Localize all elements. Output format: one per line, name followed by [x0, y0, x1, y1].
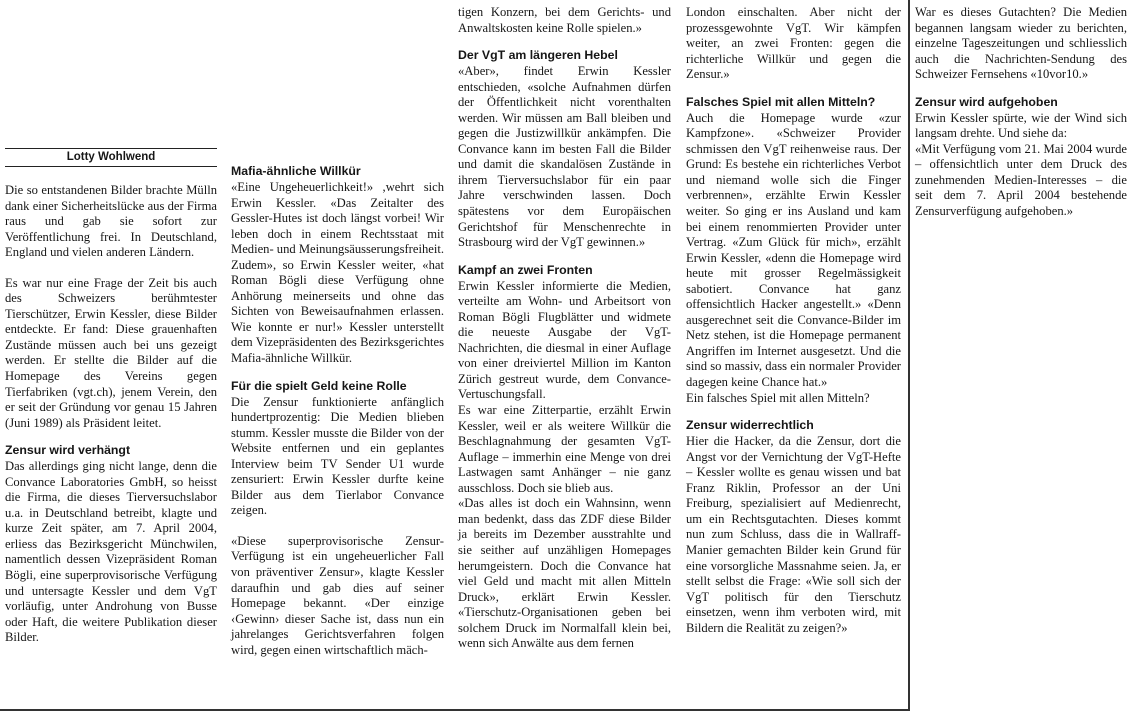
right-frame-rule	[908, 0, 910, 710]
article-column-5	[915, 5, 1127, 220]
section-heading: Mafia-ähnliche Willkür	[231, 164, 361, 178]
column-body	[5, 183, 217, 646]
paragraph: Erwin Kessler informierte die Medien, verteilte am Wohn- und Arbeitsort von Roman Bögli Flugblätter und widmete die neueste Ausgabe der VgT-Nachrichten, die diesmal in einer Auflage von einer dreiviertel Million im Kanton Zürich gestreut wurde, dem Convance-Vertuschungsfall.	[458, 278, 671, 402]
article-column-1	[5, 148, 217, 646]
section-heading: Falsches Spiel mit allen Mitteln?	[686, 94, 876, 109]
section-heading: Zensur wird aufgehoben	[915, 94, 1058, 109]
author-bottom-rule	[5, 166, 217, 167]
article-column-4	[686, 5, 901, 636]
paragraph: Die Zensur funktionierte anfänglich hundertprozentig: Die Medien blieben stumm. Kessler musste die Bilder von der Website entfernen und ein geplantes Interview beim TV Sender U1 wurde zensuriert: Erwin Kessler durfte keine Bilder aus dem Tierlabor Convance zeigen.	[231, 394, 444, 518]
paragraph: «Eine Ungeheuerlichkeit!» ,wehrt sich Erwin Kessler. «Das Zeitalter des Gessler-Hutes ist doch längst vorbei! Wir leben doch in einem Rechtsstaat mit Medien- und Meinungsäusserungsfreiheit. Zudem», so Erwin Kessler weiter, «hat Roman Bögli diese Verfügung ohne Anhörung meinerseits und ohne das Sichten von Beweisaufnahmen erlassen. Wie konnte er nur!» Kessler unterstellt dem Vizepräsidenten des Bezirksgerichtes Mafia-ähnliche Willkür.	[231, 180, 444, 366]
article-column-3	[458, 5, 671, 652]
paragraph: Das allerdings ging nicht lange, denn die Convance Laboratories GmbH, so heisst die Firma, die dieses Tierversuchslabor u.a. in Deutschland betreibt, klagte und kurze Zeit später, am 7. April 2004, erliess das Bezirksgericht Münchwilen, namentlich dessen Vizepräsident Roman Bögli, eine superprovisorische Verfügung und untersagte Kessler und dem VgT vorläufig, unter Androhung von Busse oder Haft, die weitere Publikation dieser Bilder.	[5, 459, 217, 645]
paragraph: London einschalten. Aber nicht der prozessgewohnte VgT. Wir kämpfen weiter, an zwei Fronten: gegen die richterliche Willkür und gegen die Zensur.»	[686, 5, 901, 82]
column-body	[231, 164, 444, 658]
paragraph: Es war eine Zitterpartie, erzählt Erwin Kessler, weil er als weitere Willkür die Beschlagnahmung der gesamten VgT-Auflage – immerhin eine Menge von drei Lastwagen samt Anhänger – nie ganz ausschloss. Doch sie blieb aus.	[458, 403, 671, 495]
section-heading: Der VgT am längeren Hebel	[458, 48, 618, 63]
section-heading: Kampf an zwei Fronten	[458, 262, 593, 277]
bottom-frame-rule	[0, 709, 910, 711]
paragraph: «Diese superprovisorische Zensur-Verfügung ist ein ungeheuerlicher Fall von präventiver Zensur», klagte Kessler daraufhin und gab dies auf seiner Homepage bekannt. «Der einzige ‹Gewinn› dieser Sache ist, dass nun ein jahrelanges Gerichtsverfahren folgen wird, gegen einen wirtschaftlich mäch-	[231, 533, 444, 657]
paragraph-spacer	[231, 519, 444, 534]
paragraph: War es dieses Gutachten? Die Medien begannen langsam wieder zu berichten, einzelne Tageszeitungen und schliesslich auch die Nachrichten-Sendung des Schweizer Fernsehens «10vor10.»	[915, 5, 1127, 82]
paragraph: «Das alles ist doch ein Wahnsinn, wenn man bedenkt, dass das ZDF diese Bilder ja bereits im Dezember ausstrahlte und sie seither auf unzähligen Homepages herumgeistern. Doch die Convance hat viel Geld und macht mit allen Mitteln Druck», erklärt Erwin Kessler. «Tierschutz-Organisationen geben bei solchem Druck im Normalfall klein bei, wenn sich Anwälte aus dem fernen	[458, 496, 671, 651]
column-body	[915, 5, 1127, 220]
paragraph: Es war nur eine Frage der Zeit bis auch des Schweizers berühmtester Tierschützer, Erwin Kessler, diese Bilder entdeckte. Er fand: Diese grauenhaften Zustände müssen auch bei uns gezeigt werden. Er stellte die Bilder auf die Homepage des Vereins gegen Tierfabriken (vgt.ch), jenem Verein, den er seit der Gründung vor genau 15 Jahren (Juni 1989) als Präsident leitet.	[5, 275, 217, 430]
paragraph-spacer	[5, 261, 217, 276]
paragraph: Auch die Homepage wurde «zur Kampfzone». «Schweizer Provider schmissen den VgT reihenweise raus. Der Grund: Es bestehe ein richterliches Verbot und niemand wolle sich die Finger verbrennen», erzählte Erwin Kessler weiter. So ging er ins Ausland und kam bei einem renommierten Provider unter Vertrag. «Zum Glück für mich», erzählt Erwin Kessler, «denn die Homepage wird heute mit grosser Regelmässigkeit sabotiert. Convance hat ganz offensichtlich Hacker angestellt.» «Denn ausgerechnet seit die Convance-Bilder im Netz stehen, ist die Homepage permanent Angriffen im Internet ausgesetzt. Und die sind so massiv, dass ein normaler Provider dagegen keine Chance hat.»	[686, 110, 901, 390]
column-body	[458, 5, 671, 652]
paragraph: Hier die Hacker, da die Zensur, dort die Angst vor der Vernichtung der VgT-Hefte – Kessler wollte es genau wissen und bat Franz Riklin, Professor an der Uni Freiburg, spezialisiert auf Medienrecht, um ein Rechtsgutachten. Dieses kommt nun zum Schluss, dass die in Wallraff-Manier gemachten Bilder kein Grund für eine vorsorgliche Massnahme seien. Ja, er stellt selbst die Frage: «Wie soll sich der VgT politisch für den Tierschutz einsetzen, wenn ihm verboten wird, mit Bildern die Realität zu zeigen?»	[686, 434, 901, 635]
column-body	[686, 5, 901, 636]
section-heading: Zensur widerrechtlich	[686, 418, 814, 433]
author-byline: Lotty Wohlwend	[66, 151, 156, 163]
paragraph: Ein falsches Spiel mit allen Mitteln?	[686, 390, 870, 405]
paragraph: tigen Konzern, bei dem Gerichts- und Anwaltskosten keine Rolle spielen.»	[458, 5, 671, 35]
section-heading: Zensur wird verhängt	[5, 443, 131, 458]
paragraph: «Aber», findet Erwin Kessler entschieden, «solche Aufnahmen dürfen der Öffentlichkeit nicht vorenthalten werden. Wir müssen am Ball bleiben und gegen die Justizwillkür ankämpfen. Die Convance kann im besten Fall die Bilder und damit die skandalösen Zustände in ihrem Tierversuchslabor für ein paar Jahre verschwinden lassen. Doch spätestens vor dem Europäischen Gerichtshof für Menschenrechte in Strasbourg wird der VgT gewinnen.»	[458, 64, 671, 250]
section-heading: Für die spielt Geld keine Rolle	[231, 378, 407, 393]
paragraph: Erwin Kessler spürte, wie der Wind sich langsam drehte. Und siehe da:	[915, 110, 1127, 141]
article-column-2	[231, 152, 444, 658]
paragraph: «Mit Verfügung vom 21. Mai 2004 wurde – offensichtlich unter dem Druck des zunehmenden Medien-Interesses – die seit dem 7. April 2004 bestehende Zensurverfügung aufgehoben.»	[915, 141, 1127, 219]
paragraph: Die so entstandenen Bilder brachte Mülln dank einer Sicherheitslücke aus der Firma raus und gab sie sofort zur Veröffentlichung frei. In Deutschland, England und vielen anderen Ländern.	[5, 183, 217, 260]
